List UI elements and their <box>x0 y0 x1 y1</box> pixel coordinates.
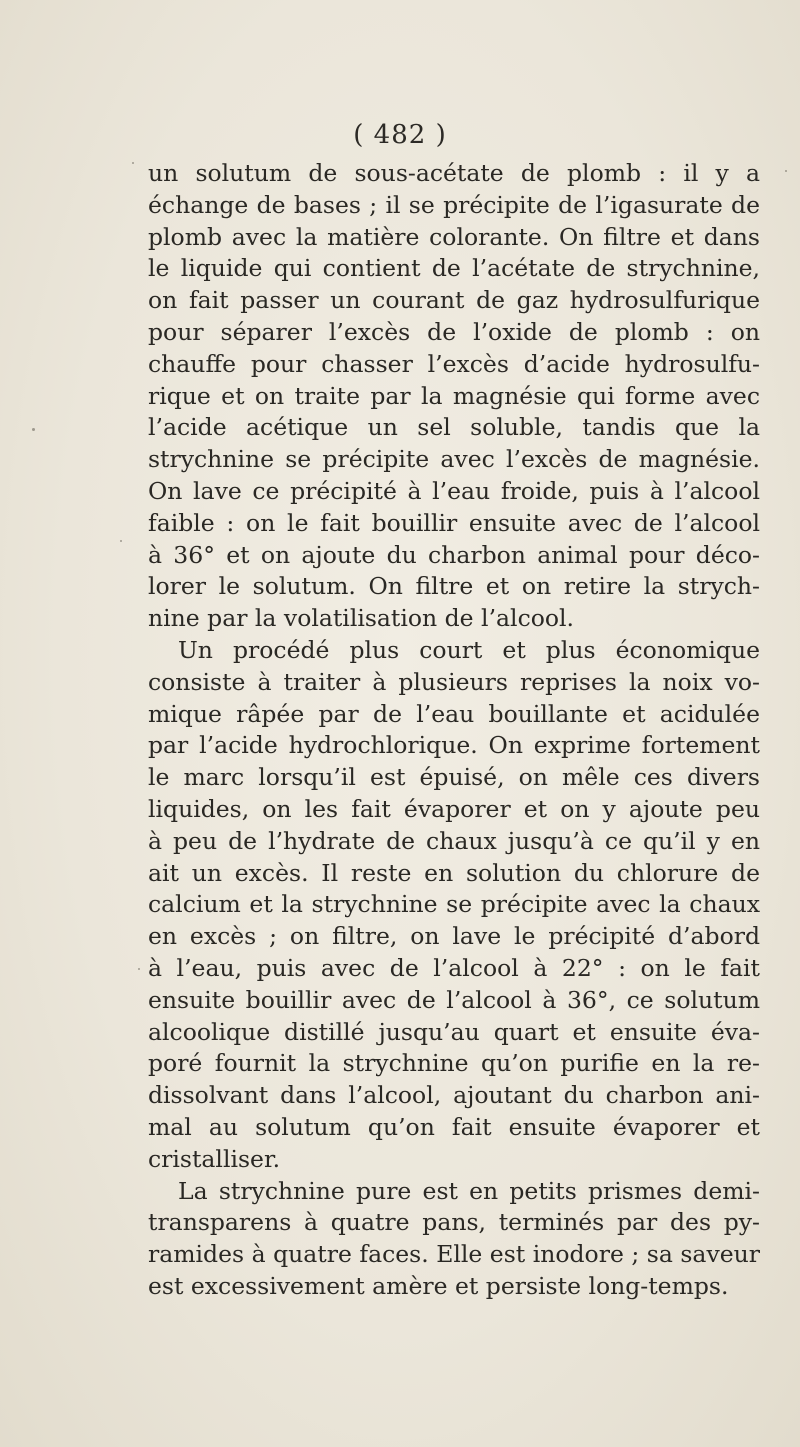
text-line: poré fournit la strychnine qu’on purifie en la re- <box>148 1049 760 1078</box>
text-line: consiste à traiter à plusieurs reprises la noix vo- <box>148 667 760 696</box>
text-line: ensuite bouillir avec de l’alcool à 36°, ce solutum <box>148 985 760 1014</box>
text-line: faible : on le fait bouillir ensuite avec de l’alcool <box>148 508 760 537</box>
text-line: l’acide acétique un sel soluble, tandis que la <box>148 413 760 442</box>
paragraph-1 <box>148 158 760 635</box>
text-line: par l’acide hydrochlorique. On exprime fortement <box>148 731 760 760</box>
text-line: échange de bases ; il se précipite de l’igasurate de <box>148 190 760 219</box>
text-line: dissolvant dans l’alcool, ajoutant du charbon ani- <box>148 1081 760 1110</box>
paragraph-2 <box>148 635 760 1176</box>
paper-speck <box>138 968 140 970</box>
text-line: On lave ce précipité à l’eau froide, puis à l’alcool <box>148 476 760 505</box>
text-line: un solutum de sous-acétate de plomb : il y a <box>148 159 760 187</box>
text-line: strychnine se précipite avec l’excès de magnésie. <box>148 445 760 474</box>
text-line: plomb avec la matière colorante. On filtre et dans <box>148 222 760 251</box>
text-line: alcoolique distillé jusqu’au quart et ensuite éva- <box>148 1017 760 1046</box>
text-line: en excès ; on filtre, on lave le précipité d’abord <box>148 922 760 951</box>
paragraph-3 <box>148 1176 760 1303</box>
text-line: rique et on traite par la magnésie qui forme avec <box>148 381 760 410</box>
text-line: à peu de l’hydrate de chaux jusqu’à ce qu’il y en <box>148 826 760 855</box>
paper-speck <box>132 162 134 164</box>
text-line: on fait passer un courant de gaz hydrosulfurique <box>148 286 760 315</box>
body-text <box>148 158 760 1303</box>
text-line: La strychnine pure est en petits prismes demi- <box>178 1176 760 1205</box>
text-line: à l’eau, puis avec de l’alcool à 22° : on le fait <box>148 953 760 982</box>
text-line: pour séparer l’excès de l’oxide de plomb : on <box>148 317 760 346</box>
text-line: est excessivement amère et persiste long-temps. <box>148 1271 729 1300</box>
text-line: mique râpée par de l’eau bouillante et acidulée <box>148 699 760 728</box>
text-line: Un procédé plus court et plus économique <box>178 635 760 664</box>
text-line: mal au solutum qu’on fait ensuite évaporer et <box>148 1112 760 1141</box>
text-line: à 36° et on ajoute du charbon animal pour déco- <box>148 540 760 569</box>
text-line: calcium et la strychnine se précipite avec la chaux <box>148 890 760 919</box>
text-line: chauffe pour chasser l’excès d’acide hydrosulfu- <box>148 349 760 378</box>
page-number-header: ( 482 ) <box>353 120 447 150</box>
paper-speck <box>120 540 122 542</box>
text-line: lorer le solutum. On filtre et on retire la strych- <box>148 572 760 601</box>
text-line: cristalliser. <box>148 1144 281 1173</box>
text-line: liquides, on les fait évaporer et on y ajoute peu <box>148 794 760 823</box>
text-line: ramides à quatre faces. Elle est inodore ; sa saveur <box>148 1240 760 1269</box>
paper-speck <box>785 170 787 172</box>
text-line: le liquide qui contient de l’acétate de strychnine, <box>148 254 760 283</box>
text-line: le marc lorsqu’il est épuisé, on mêle ces divers <box>148 763 760 792</box>
paper-speck <box>32 428 35 431</box>
text-line: transparens à quatre pans, terminés par des py- <box>148 1208 760 1237</box>
text-line: nine par la volatilisation de l’alcool. <box>148 604 575 633</box>
text-line: ait un excès. Il reste en solution du chlorure de <box>148 858 760 887</box>
